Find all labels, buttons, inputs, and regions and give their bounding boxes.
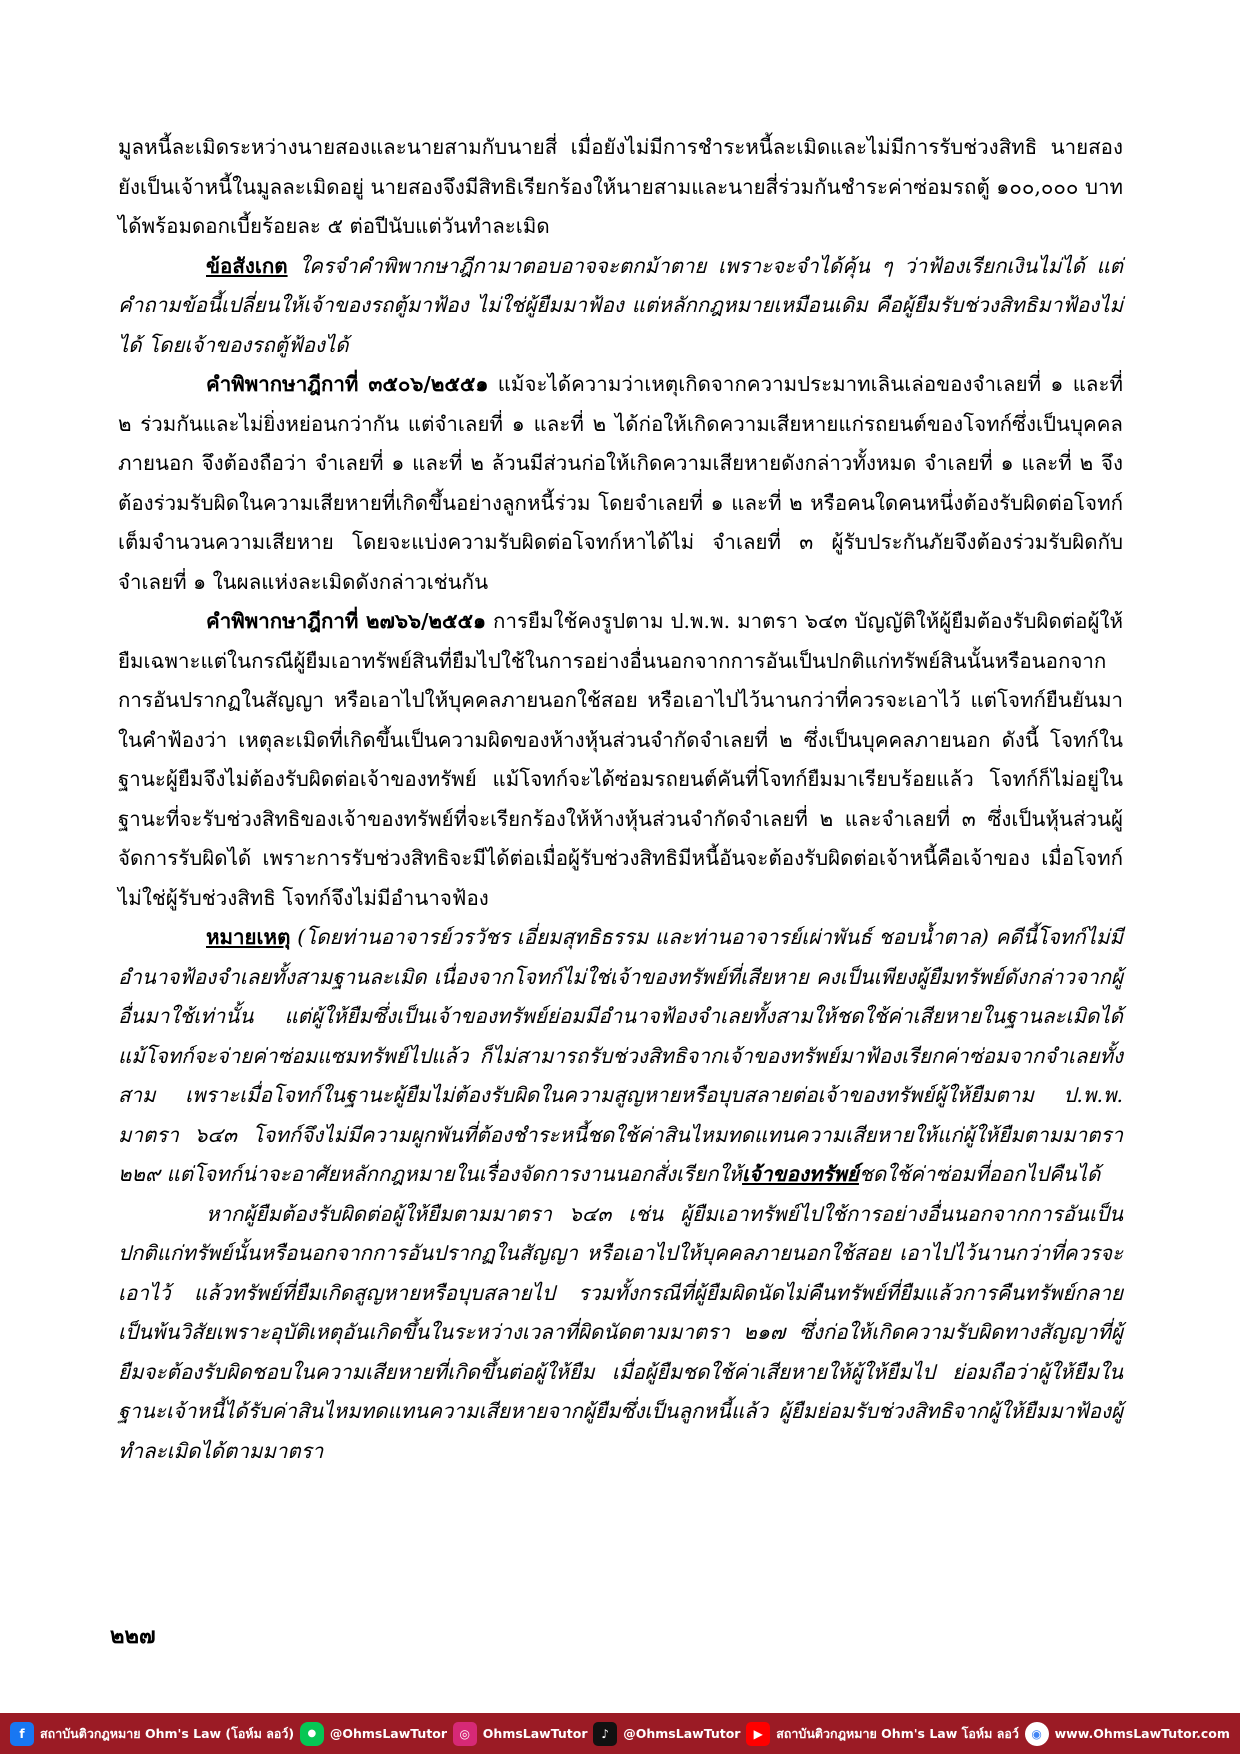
footer-tiktok-label: @OhmsLawTutor <box>623 1726 741 1741</box>
footer-facebook-label: สถาบันติวกฎหมาย Ohm's Law (โอห์ม ลอว์) <box>40 1725 295 1741</box>
footer-website-label: www.OhmsLawTutor.com <box>1054 1726 1230 1741</box>
page-number: ๒๒๗ <box>110 1623 156 1649</box>
judgment-2766-text: การยืมใช้คงรูปตาม ป.พ.พ. มาตรา ๖๔๓ บัญญัติให้ผู้ยืมต้องรับผิดต่อผู้ให้ยืมเฉพาะแต่ในกรณีผู้ยืมเอาทรัพย์สินที่ยืมไปใช้ในการอย่างอื่นนอกจากการอันเป็นปกติแก่ทรัพย์สินนั้นหรือนอกจากการอันปรากฏในสัญญา หรือเอาไปให้บุคคลภายนอกใช้สอย หรือเอาไปไว้นานกว่าที่ควรจะเอาไว้ แต่โจทก์ยืนยันมาในคำฟ้องว่า เหตุละเมิดที่เกิดขึ้นเป็นความผิดของห้างหุ้นส่วนจำกัดจำเลยที่ ๒ ซึ่งเป็นบุคคลภายนอก ดังนี้ โจทก์ในฐานะผู้ยืมจึงไม่ต้องรับผิดต่อเจ้าของทรัพย์ แม้โจทก์จะได้ซ่อมรถยนต์คันที่โจทก์ยืมมาเรียบร้อยแล้ว โจทก์ก็ไม่อยู่ในฐานะที่จะรับช่วงสิทธิของเจ้าของทรัพย์ที่จะเรียกร้องให้ห้างหุ้นส่วนจำกัดจำเลยที่ ๒ และจำเลยที่ ๓ ซึ่งเป็นหุ้นส่วนผู้จัดการรับผิดได้ เพราะการรับช่วงสิทธิจะมีได้ต่อเมื่อผู้รับช่วงสิทธิมีหนี้อันจะต้องรับผิดต่อเจ้าหนี้คือเจ้าของ เมื่อโจทก์ไม่ใช่ผู้รับช่วงสิทธิ โจทก์จึงไม่มีอำนาจฟ้อง <box>118 609 1123 910</box>
line-icon: ● <box>300 1722 324 1746</box>
remark-tail: ชดใช้ค่าซ่อมที่ออกไปคืนได้ <box>858 1162 1101 1186</box>
footer-line[interactable] <box>300 1722 447 1746</box>
footer-youtube[interactable] <box>746 1722 1019 1746</box>
note-text: ใครจำคำพิพากษาฎีกามาตอบอาจจะตกม้าตาย เพราะจะจำได้คุ้น ๆ ว่าฟ้องเรียกเงินไม่ได้ แต่คำถามข้อนี้เปลี่ยนให้เจ้าของรถตู้มาฟ้อง ไม่ใช่ผู้ยืมมาฟ้อง แต่หลักกฎหมายเหมือนเดิม คือผู้ยืมรับช่วงสิทธิมาฟ้องไม่ได้ โดยเจ้าของรถตู้ฟ้องได้ <box>118 253 1123 357</box>
instagram-icon: ◎ <box>453 1722 477 1746</box>
paragraph-6: หากผู้ยืมต้องรับผิดต่อผู้ให้ยืมตามมาตรา ๖๔๓ เช่น ผู้ยืมเอาทรัพย์ไปใช้การอย่างอื่นนอกจากการอันเป็นปกติแก่ทรัพย์นั้นหรือนอกจากการอันปรากฏในสัญญา หรือเอาไปให้บุคคลภายนอกใช้สอย เอาไปไว้นานกว่าที่ควรจะเอาไว้ แล้วทรัพย์ที่ยืมเกิดสูญหายหรือบุบสลายไป รวมทั้งกรณีที่ผู้ยืมผิดนัดไม่คืนทรัพย์ที่ยืมแล้วการคืนทรัพย์กลายเป็นพ้นวิสัยเพราะอุบัติเหตุอันเกิดขึ้นในระหว่างเวลาที่ผิดนัดตามมาตรา ๒๑๗ ซึ่งก่อให้เกิดความรับผิดทางสัญญาที่ผู้ยืมจะต้องรับผิดชอบในความเสียหายที่เกิดขึ้นต่อผู้ให้ยืม เมื่อผู้ยืมชดใช้ค่าเสียหายให้ผู้ให้ยืมไป ย่อมถือว่าผู้ให้ยืมในฐานะเจ้าหนี้ได้รับค่าสินไหมทดแทนความเสียหายจากผู้ยืมซึ่งเป็นลูกหนี้แล้ว ผู้ยืมย่อมรับช่วงสิทธิจากผู้ให้ยืมมาฟ้องผู้ทำละเมิดได้ตามมาตรา <box>118 1201 1123 1463</box>
judgment-2766-label: คำพิพากษาฎีกาที่ ๒๗๖๖/๒๕๕๑ <box>206 609 487 633</box>
footer-youtube-label: สถาบันติวกฎหมาย Ohm's Law โอห์ม ลอว์ <box>776 1725 1019 1741</box>
judgment-3506-label: คำพิพากษาฎีกาที่ ๓๕๐๖/๒๕๕๑ <box>206 372 489 396</box>
facebook-icon: f <box>10 1722 34 1746</box>
paragraph-1: มูลหนี้ละเมิดระหว่างนายสองและนายสามกับนายสี่ เมื่อยังไม่มีการชำระหนี้ละเมิดและไม่มีการรับช่วงสิทธิ นายสองยังเป็นเจ้าหนี้ในมูลละเมิดอยู่ นายสองจึงมีสิทธิเรียกร้องให้นายสามและนายสี่ร่วมกันชำระค่าซ่อมรถตู้ ๑๐๐,๐๐๐ บาทได้พร้อมดอกเบี้ยร้อยละ ๕ ต่อปีนับแต่วันทำละเมิด <box>118 135 1123 238</box>
footer-instagram-label: OhmsLawTutor <box>482 1726 588 1741</box>
paragraph-judgment-2766 <box>118 602 1123 918</box>
footer-facebook[interactable] <box>10 1722 294 1746</box>
footer-website[interactable] <box>1025 1722 1230 1746</box>
paragraph-judgment-3506 <box>118 365 1123 602</box>
note-label: ข้อสังเกต <box>206 253 288 278</box>
globe-icon: ◉ <box>1025 1722 1049 1746</box>
remark-label: หมายเหตุ <box>206 925 291 949</box>
document-body <box>118 128 1123 1471</box>
footer-instagram[interactable] <box>453 1722 588 1746</box>
judgment-3506-text: แม้จะได้ความว่าเหตุเกิดจากความประมาทเลินเล่อของจำเลยที่ ๑ และที่ ๒ ร่วมกันและไม่ยิ่งหย่อนกว่ากัน แต่จำเลยที่ ๑ และที่ ๒ ได้ก่อให้เกิดความเสียหายแก่รถยนต์ของโจทก์ซึ่งเป็นบุคคลภายนอก จึงต้องถือว่า จำเลยที่ ๑ และที่ ๒ ล้วนมีส่วนก่อให้เกิดความเสียหายดังกล่าวทั้งหมด จำเลยที่ ๑ และที่ ๒ จึงต้องร่วมรับผิดในความเสียหายที่เกิดขึ้นอย่างลูกหนี้ร่วม โดยจำเลยที่ ๑ และที่ ๒ หรือคนใดคนหนึ่งต้องรับผิดต่อโจทก์เต็มจำนวนความเสียหาย โดยจะแบ่งความรับผิดต่อโจทก์หาได้ไม่ จำเลยที่ ๓ ผู้รับประกันภัยจึงต้องร่วมรับผิดกับจำเลยที่ ๑ ในผลแห่งละเมิดดังกล่าวเช่นกัน <box>118 372 1123 594</box>
footer-tiktok[interactable] <box>593 1722 740 1746</box>
paragraph-remark <box>118 918 1123 1195</box>
remark-emphasis: เจ้าของทรัพย์ <box>742 1162 859 1186</box>
paragraph-note <box>118 247 1123 366</box>
footer-bar <box>0 1713 1240 1754</box>
footer-line-label: @OhmsLawTutor <box>329 1726 448 1741</box>
tiktok-icon: ♪ <box>593 1722 617 1746</box>
remark-text: (โดยท่านอาจารย์วรวัชร เอี่ยมสุทธิธรรม และท่านอาจารย์เผ่าพันธ์ ชอบน้ำตาล) คดีนี้โจทก์ไม่มีอำนาจฟ้องจำเลยทั้งสามฐานละเมิด เนื่องจากโจทก์ไม่ใช่เจ้าของทรัพย์ที่เสียหาย คงเป็นเพียงผู้ยืมทรัพย์ดังกล่าวจากผู้อื่นมาใช้เท่านั้น แต่ผู้ให้ยืมซึ่งเป็นเจ้าของทรัพย์ย่อมมีอำนาจฟ้องจำเลยทั้งสามให้ชดใช้ค่าเสียหายในฐานละเมิดได้ แม้โจทก์จะจ่ายค่าซ่อมแซมทรัพย์ไปแล้ว ก็ไม่สามารถรับช่วงสิทธิจากเจ้าของทรัพย์มาฟ้องเรียกค่าซ่อมจากจำเลยทั้งสาม เพราะเมื่อโจทก์ในฐานะผู้ยืมไม่ต้องรับผิดในความสูญหายหรือบุบสลายต่อเจ้าของทรัพย์ผู้ให้ยืมตาม ป.พ.พ. มาตรา ๖๔๓ โจทก์จึงไม่มีความผูกพันที่ต้องชำระหนี้ชดใช้ค่าสินไหมทดแทนความเสียหายให้แก่ผู้ให้ยืมตามมาตรา ๒๒๙ แต่โจทก์น่าจะอาศัยหลักกฎหมายในเรื่องจัดการงานนอกสั่งเรียกให้ <box>118 925 1123 1186</box>
youtube-icon: ▶ <box>746 1722 770 1746</box>
